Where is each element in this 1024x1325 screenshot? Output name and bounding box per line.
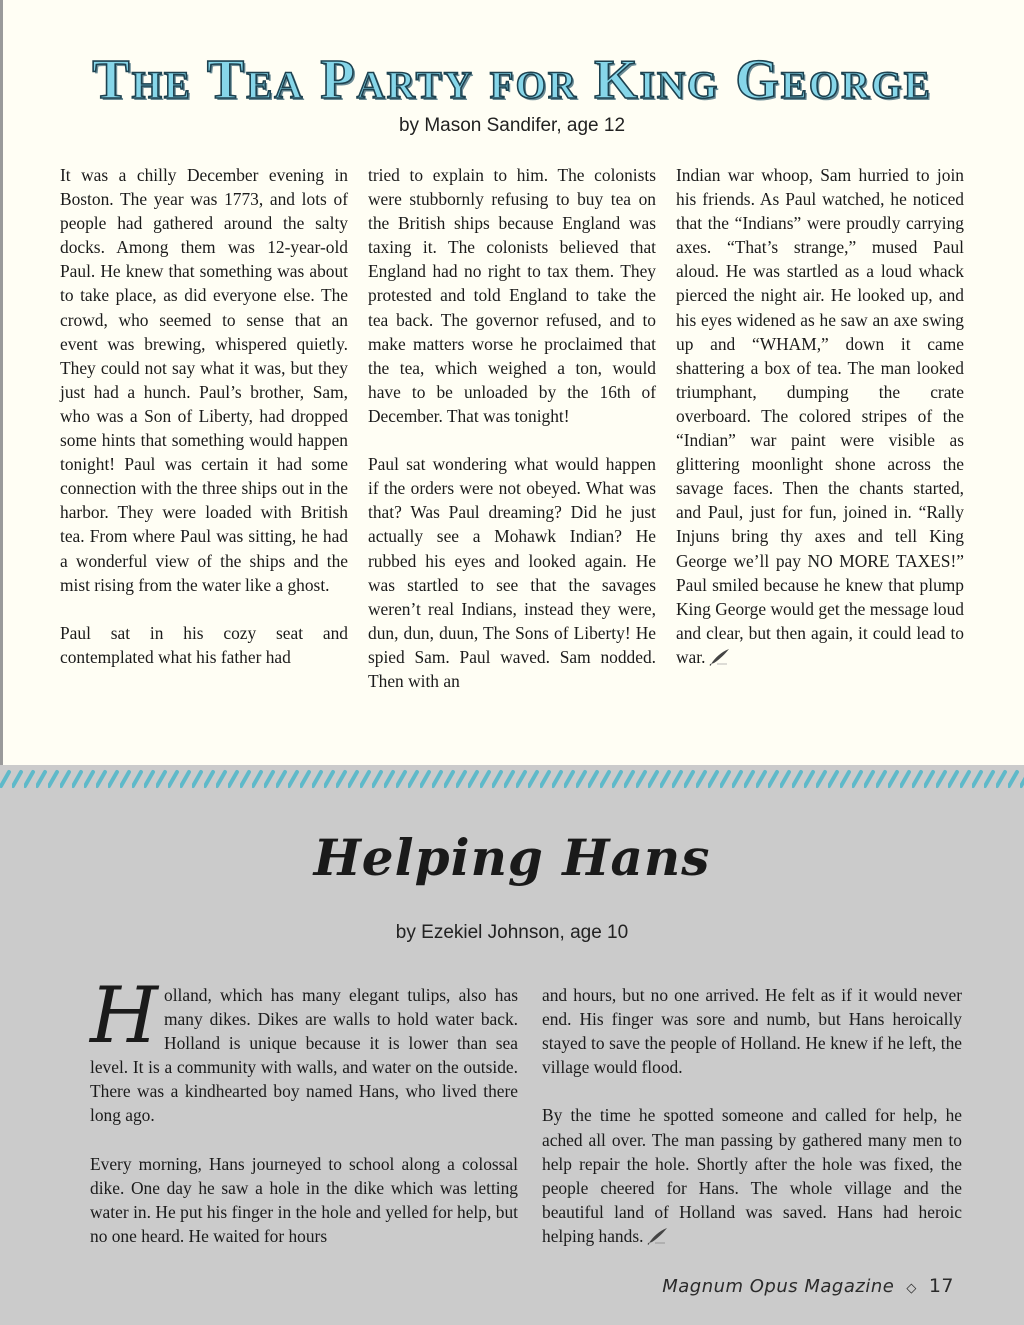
article2-column-2 bbox=[542, 983, 962, 1248]
article1-title: The Tea Party for King George bbox=[92, 49, 932, 111]
article2-byline: by Ezekiel Johnson, age 10 bbox=[395, 922, 629, 943]
drop-cap-letter: H bbox=[90, 971, 159, 1061]
article2-col2-paragraph-1: and hours, but no one arrived. He felt as if it would never end. His finger was sore and numb, but Hans heroically stayed to save the people of Holland. He knew if he left, the village would flood. bbox=[542, 985, 962, 1078]
page-number: 17 bbox=[928, 1275, 954, 1297]
quill-pen-icon bbox=[647, 1227, 669, 1245]
article1-column-1 bbox=[60, 163, 348, 669]
article1-col2-paragraph-2: Paul sat wondering what would happen if the orders were not obeyed. What was that? Was Paul dreaming? Did he just actually see a Mohawk Indian? He rubbed his eyes and looked again. He was startled to see that the savages weren’t real Indians, instead they were, dun, dun, duun, The Sons of Liberty! He spied Sam. Paul waved. Sam nodded. Then with an bbox=[368, 454, 656, 691]
article1-col2-paragraph-1: tried to explain to him. The colonists were stubbornly refusing to buy tea on the British ships because England was taxing it. The colonists believed that England had no right to tax them. They protested and told England to take the tea back. The governor refused, and to make matters worse he proclaimed that the tea, which weighed a ton, would have to be unloaded by the 16th of December. That was tonight! bbox=[368, 165, 656, 426]
article2-col2-paragraph-2 bbox=[542, 1103, 962, 1248]
article1-byline: by Mason Sandifer, age 12 bbox=[398, 115, 626, 136]
article1-column-3 bbox=[676, 163, 964, 669]
article1-col1-paragraph-2: Paul sat in his cozy seat and contemplated what his father had bbox=[60, 622, 348, 667]
article2-col1-paragraph-2: Every morning, Hans journeyed to school along a colossal dike. One day he saw a hole in the dike which was letting water in. He put his finger in the hole and yelled for help, but no one heard. He waited for hours bbox=[90, 1153, 518, 1246]
article1-column-2 bbox=[368, 163, 656, 693]
article2-col1-paragraph-1 bbox=[90, 971, 518, 1128]
quill-pen-icon bbox=[709, 648, 731, 666]
article1-col3-text: Indian war whoop, Sam hurried to join his friends. As Paul watched, he noticed that the “Indians” were proudly carrying axes. “That’s strange,” mused Paul aloud. He was startled as a loud whack pierced the night air. He looked up, and his eyes widened as he saw an axe swing up and “WHAM,” down it came shattering a box of tea. The man looked triumphant, dumping the crate overboard. The colored stripes of the “Indian” war paint were visible as glittering moonlight shone across the savage faces. Then the chants started, and Paul, just for fun, joined in. “Rally Injuns bring thy axes and tell King George we’ll pay NO MORE TAXES!” Paul smiled because he knew that plump King George would get the message loud and clear, but then again, it could lead to war. bbox=[676, 165, 964, 667]
magazine-name: Magnum Opus Magazine bbox=[662, 1276, 895, 1297]
article1-col1-paragraph-1: It was a chilly December evening in Boston. The year was 1773, and lots of people had gathered around the salty docks. Among them was 12-year-old Paul. He knew that something was about to take place, as did everyone else. The crowd, who seemed to sense that an event was brewing, whispered quietly. They could not say what it was, but they just had a hunch. Paul’s brother, Sam, who was a Son of Liberty, had dropped some hints that something would happen tonight! Paul was certain it had some connection with the three ships out in the harbor. They were loaded with British tea. From where Paul was sitting, he had a wonderful view of the ships and the mist rising from the water like a ghost. bbox=[60, 165, 348, 595]
article2-col2-paragraph-2-text: By the time he spotted someone and called for help, he ached all over. The man passing by gathered many men to help repair the hole. Shortly after the hole was fixed, the people cheered for Hans. The whole village and the beautiful land of Holland was saved. Hans had heroic helping hands. bbox=[542, 1105, 962, 1246]
article2-title: Helping Hans bbox=[313, 828, 711, 887]
zigzag-divider bbox=[0, 764, 1024, 794]
page-footer bbox=[662, 1275, 954, 1297]
article1-col3-paragraph bbox=[676, 163, 964, 669]
article2-col1-paragraph-1-text: olland, which has many elegant tulips, also has many dikes. Dikes are walls to hold water back. Holland is unique because it is lower than sea level. It is a community with walls, and water on the outside. There was a kindhearted boy named Hans, who lived there long ago. bbox=[90, 985, 518, 1126]
article2-column-1 bbox=[90, 971, 518, 1248]
diamond-separator-icon: ◇ bbox=[906, 1281, 917, 1296]
